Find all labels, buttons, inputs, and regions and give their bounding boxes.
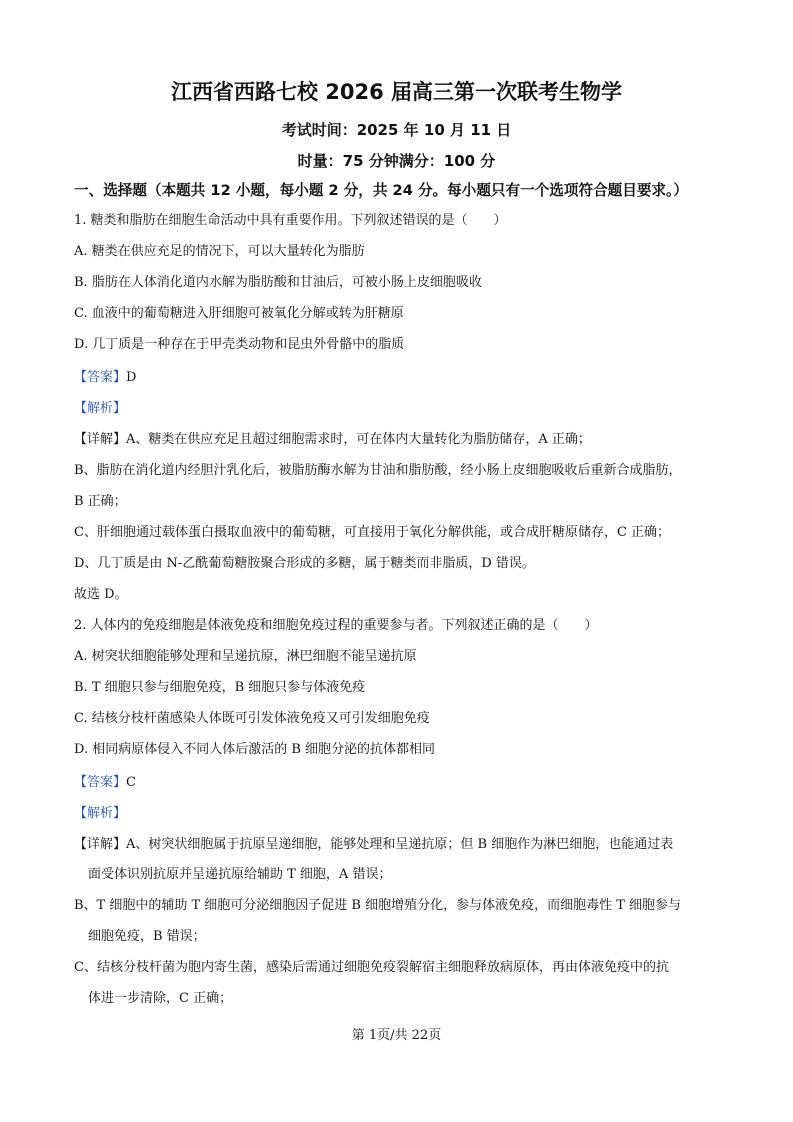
q2-option-b: B. T 细胞只参与细胞免疫，B 细胞只参与体液免疫 bbox=[74, 680, 366, 695]
answer-value: D bbox=[126, 370, 137, 385]
q2-option-c: C. 结核分枝杆菌感染人体既可引发体液免疫又可引发细胞免疫 bbox=[74, 711, 430, 726]
detail-tag: 【详解】 bbox=[74, 432, 127, 447]
q2-answer bbox=[74, 774, 724, 792]
exam-time: 考试时间：2025 年 10 月 11 日 bbox=[281, 121, 512, 139]
q1-answer bbox=[74, 369, 724, 387]
q1-stem: 1. 糖类和脂肪在细胞生命活动中具有重要作用。下列叙述错误的是（ ） bbox=[74, 213, 507, 228]
detail-text: A、树突状细胞属于抗原呈递细胞，能够处理和呈递抗原；但 B 细胞作为淋巴细胞，也能通过表 bbox=[126, 837, 674, 852]
answer-tag: 【答案】 bbox=[74, 775, 127, 790]
q2-stem: 2. 人体内的免疫细胞是体液免疫和细胞免疫过程的重要参与者。下列叙述正确的是（ ） bbox=[74, 618, 598, 633]
q1-option-a: A. 糖类在供应充足的情况下，可以大量转化为脂肪 bbox=[74, 244, 365, 259]
answer-value: C bbox=[126, 775, 136, 790]
q1-option-d: D. 几丁质是一种存在于甲壳类动物和昆虫外骨骼中的脂质 bbox=[74, 337, 405, 352]
detail-tag: 【详解】 bbox=[74, 837, 127, 852]
q1-detail-line: B 正确； bbox=[74, 494, 127, 509]
page-title: 江西省西路七校 2026 届高三第一次联考生物学 bbox=[170, 80, 623, 104]
page-number: 第 1页/共 22页 bbox=[351, 1028, 442, 1043]
q1-detail-line: C、肝细胞通过载体蛋白摄取血液中的葡萄糖，可直接用于氧化分解供能，或合成肝糖原储存，C 正确； bbox=[74, 525, 671, 540]
q2-detail-line: 细胞免疫，B 错误； bbox=[88, 929, 206, 944]
answer-tag: 【答案】 bbox=[74, 370, 127, 385]
q2-option-a: A. 树突状细胞能够处理和呈递抗原，淋巴细胞不能呈递抗原 bbox=[74, 649, 417, 664]
section-heading: 一、选择题（本题共 12 小题，每小题 2 分，共 24 分。每小题只有一个选项符合题目要求。） bbox=[74, 182, 688, 199]
q1-detail-line: B、脂肪在消化道内经胆汁乳化后，被脂肪酶水解为甘油和脂肪酸，经小肠上皮细胞吸收后重新合成脂肪， bbox=[74, 463, 682, 478]
q1-option-c: C. 血液中的葡萄糖进入肝细胞可被氧化分解或转为肝糖原 bbox=[74, 306, 404, 321]
q1-detail-line bbox=[74, 431, 724, 449]
analysis-tag: 【解析】 bbox=[74, 806, 127, 821]
q1-conclusion: 故选 D。 bbox=[74, 587, 128, 602]
q2-detail-line: C、结核分枝杆菌为胞内寄生菌，感染后需通过细胞免疫裂解宿主细胞释放病原体，再由体液免疫中的抗 bbox=[74, 960, 669, 975]
q2-detail-line: B、T 细胞中的辅助 T 细胞可分泌细胞因子促进 B 细胞增殖分化，参与体液免疫，而细胞毒性 T 细胞参与 bbox=[74, 898, 682, 913]
duration-score: 时量：75 分钟满分：100 分 bbox=[297, 152, 496, 170]
q2-detail-line bbox=[74, 836, 724, 854]
q1-analysis-tag bbox=[74, 400, 724, 418]
detail-text: A、糖类在供应充足且超过细胞需求时，可在体内大量转化为脂肪储存，A 正确； bbox=[126, 432, 591, 447]
q2-detail-line: 体进一步清除，C 正确； bbox=[88, 991, 233, 1006]
q1-detail-line: D、几丁质是由 N-乙酰葡萄糖胺聚合形成的多糖，属于糖类而非脂质，D 错误。 bbox=[74, 556, 535, 571]
analysis-tag: 【解析】 bbox=[74, 401, 127, 416]
q2-option-d: D. 相同病原体侵入不同人体后激活的 B 细胞分泌的抗体都相同 bbox=[74, 742, 436, 757]
q1-option-b: B. 脂肪在人体消化道内水解为脂肪酸和甘油后，可被小肠上皮细胞吸收 bbox=[74, 275, 482, 290]
q2-analysis-tag bbox=[74, 805, 724, 823]
q2-detail-line: 面受体识别抗原并呈递抗原给辅助 T 细胞，A 错误； bbox=[88, 867, 392, 882]
